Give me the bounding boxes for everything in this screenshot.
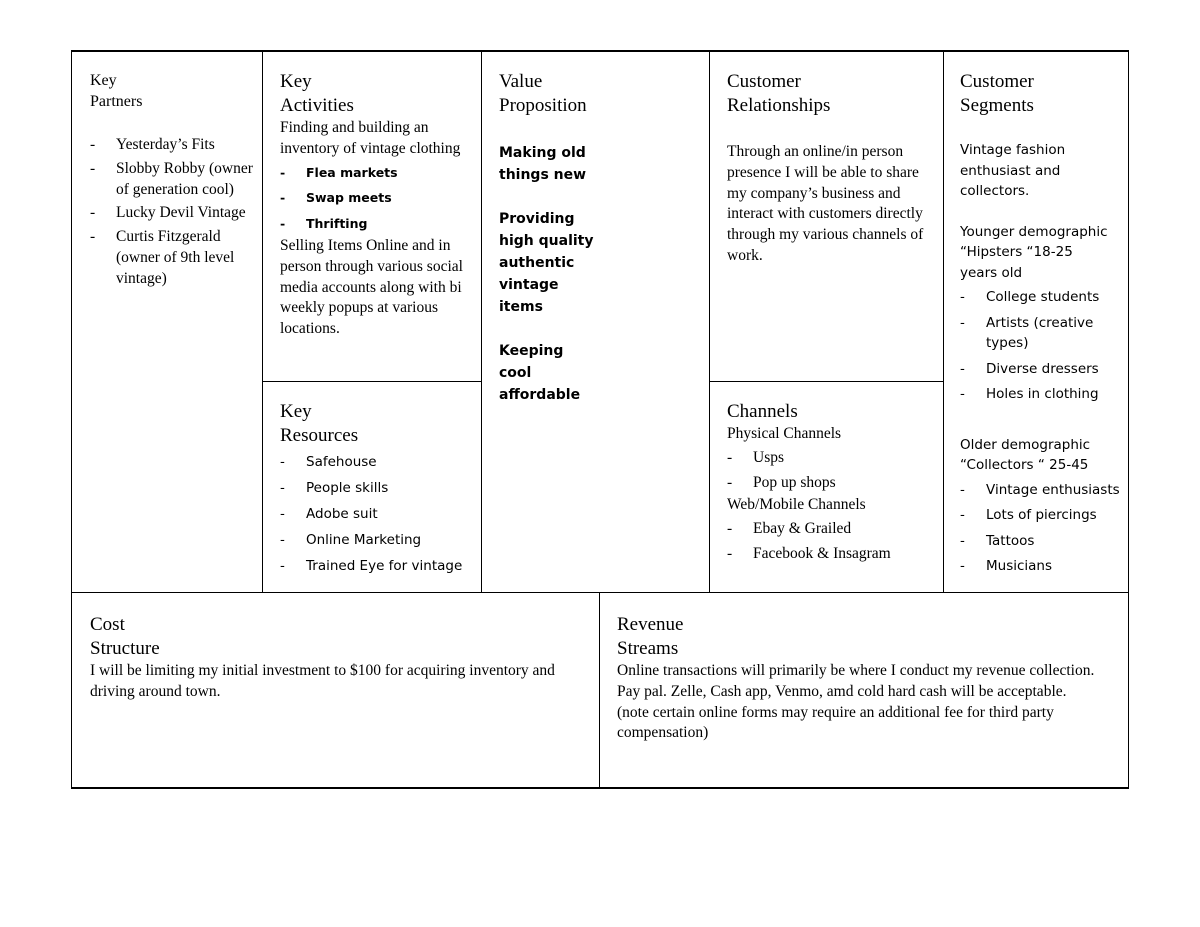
key-resources-title: Key [280,401,312,422]
border-top [71,50,1129,52]
divider-relationships [709,381,943,382]
list-item: - Vintage enthusiasts [960,481,1120,498]
key-activities-outro: Selling Items Online and in person through various social media accounts along with bi weekly popups at various locations. [280,237,463,338]
divider-v2 [481,50,482,592]
key-activities-list [280,160,476,237]
revenue-streams-text: Online transactions will primarily be where I conduct my revenue collection. [617,662,1095,679]
customer-segments-section [960,70,1126,592]
channels-section [727,400,939,590]
list-item: - Lucky Devil Vintage [90,204,246,222]
list-item: - Swap meets [280,190,392,206]
key-partners-title: Key [90,72,117,89]
list-item: - Tattoos [960,532,1035,549]
list-item: - Usps [727,448,785,466]
customer-relationships-title: Customer [727,71,801,92]
list-item: - Musicians [960,558,1053,574]
value-proposition-section [499,70,704,430]
revenue-streams-text: (note certain online forms may require an additional fee for third party compensation) [617,703,1054,742]
list-item: - Trained Eye for vintage [280,558,463,574]
customer-relationships-text: Through an online/in person presence I will be able to share my company’s business and interact with customers directly through my various channels of work. [727,143,924,264]
physical-channels-label: Physical Channels [727,425,842,442]
younger-demographic-list [960,287,1126,405]
value-proposition-point: Keeping cool affordable [499,343,581,403]
border-right [1128,50,1129,789]
key-resources-list [280,449,476,579]
cost-structure-title: Cost [90,614,125,635]
key-resources-subtitle: Resources [280,425,359,446]
key-activities-intro: Finding and building an inventory of vintage clothing [280,119,461,157]
list-item: - Yesterday’s Fits [90,136,215,153]
business-model-canvas [71,50,1129,789]
value-proposition-body [499,142,599,406]
divider-middle [71,592,1129,593]
list-item: - Slobby Robby (owner of generation cool) [90,159,253,198]
divider-v1 [262,50,263,592]
customer-segments-subtitle: Segments [960,95,1034,116]
list-item: - Pop up shops [727,473,836,491]
list-item: - Holes in clothing [960,386,1099,402]
key-activities-title: Key [280,71,312,92]
younger-demographic-label: Younger demographic “Hipsters “18-25 years old [960,223,1108,281]
channels-title: Channels [727,401,798,422]
customer-relationships-subtitle: Relationships [727,95,831,116]
key-partners-section [90,70,260,390]
older-demographic-list [960,480,1126,577]
list-item: - Artists (creative types) [960,314,1094,351]
list-item: - Diverse dressers [960,360,1099,377]
key-resources-section [280,400,476,590]
key-activities-section [280,70,476,382]
list-item: - Lots of piercings [960,507,1097,523]
key-partners-list [90,135,260,290]
customer-segments-title: Customer [960,71,1034,92]
list-item: - Facebook & Insagram [727,544,891,562]
older-demographic-label: Older demographic “Collectors “ 25-45 [960,436,1091,473]
cost-structure-subtitle: Structure [90,638,160,659]
revenue-streams-section [617,613,1125,788]
web-channels-list [727,516,939,566]
divider-v4 [943,50,944,592]
list-item: - Ebay & Grailed [727,519,852,537]
value-proposition-subtitle: Proposition [499,95,587,116]
web-channels-label: Web/Mobile Channels [727,495,866,513]
revenue-streams-title: Revenue [617,614,684,635]
list-item: - Thrifting [280,215,368,231]
cost-structure-section [90,613,595,783]
segments-intro: Vintage fashion enthusiast and collectors. [960,142,1066,199]
list-item: - Flea markets [280,164,398,180]
customer-relationships-section [727,70,939,380]
key-partners-subtitle: Partners [90,93,143,110]
divider-bottom-v [599,592,600,789]
revenue-streams-text: Pay pal. Zelle, Cash app, Venmo, amd cold hard cash will be acceptable. [617,682,1067,700]
list-item: - Curtis Fitzgerald (owner of 9th level vintage) [90,228,235,287]
list-item: - Adobe suit [280,506,378,522]
key-activities-subtitle: Activities [280,95,354,116]
physical-channels-list [727,445,939,495]
cost-structure-text: I will be limiting my initial investment to $100 for acquiring inventory and driving around town. [90,662,555,700]
revenue-streams-subtitle: Streams [617,638,679,659]
value-proposition-point: Providing high quality authentic vintage items [499,211,594,315]
list-item: - Safehouse [280,454,377,470]
value-proposition-title: Value [499,71,543,92]
list-item: - College students [960,289,1100,305]
border-left [71,50,72,789]
list-item: - Online Marketing [280,532,422,548]
value-proposition-point: Making old things new [499,145,587,183]
divider-v3 [709,50,710,592]
list-item: - People skills [280,480,389,496]
